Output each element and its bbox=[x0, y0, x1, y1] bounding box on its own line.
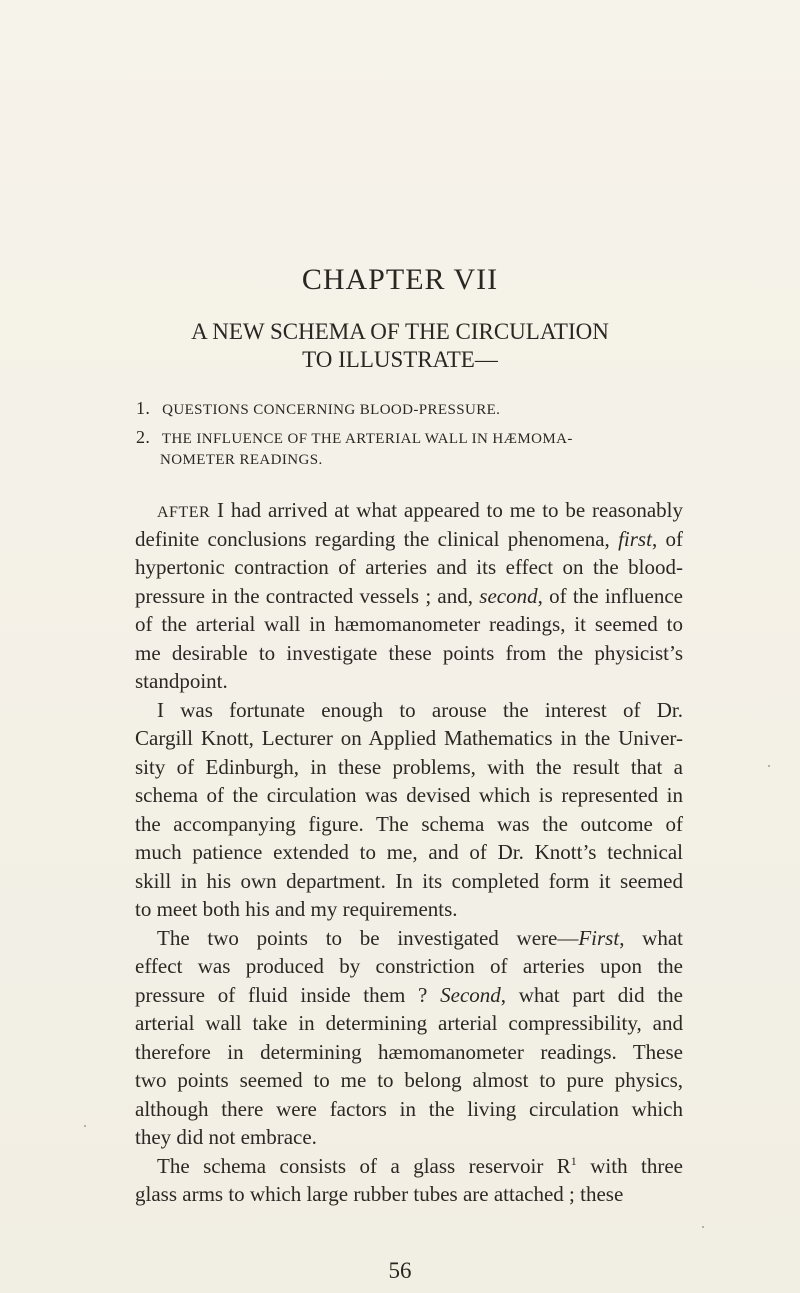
line-text: effect was produced by constriction of arteries upon the bbox=[135, 954, 683, 978]
text-line bbox=[135, 952, 683, 981]
topic-number: 2. bbox=[136, 427, 151, 447]
text-line bbox=[135, 610, 683, 639]
line-text: sity of Edinburgh, in these problems, with the result that a bbox=[135, 754, 683, 779]
italic-word: First bbox=[578, 925, 620, 950]
text-line bbox=[135, 1009, 683, 1038]
italic-word: Second bbox=[440, 982, 501, 1007]
text-line bbox=[135, 838, 683, 867]
line-text-after: with three bbox=[576, 1153, 683, 1178]
line-text: arterial wall take in determining arterial compressibility, and bbox=[135, 1011, 683, 1035]
text-line bbox=[135, 924, 683, 953]
topic-number: 1. bbox=[136, 398, 151, 418]
topic-item-2 bbox=[136, 427, 684, 448]
body-text bbox=[135, 496, 683, 1209]
line-text: glass arms to which large rubber tubes are attached ; these bbox=[135, 1182, 624, 1206]
text-line bbox=[135, 1095, 683, 1124]
text-line bbox=[135, 525, 683, 554]
line-text: definite conclusions regarding the clinical phenomena, bbox=[135, 526, 619, 551]
line-text: standpoint. bbox=[135, 669, 228, 693]
topic-text: THE INFLUENCE OF THE ARTERIAL WALL IN HÆMOMA- bbox=[161, 431, 573, 447]
lead-word: AFTER bbox=[157, 504, 211, 521]
text-line bbox=[135, 1123, 683, 1152]
line-text: pressure in the contracted vessels ; and, bbox=[135, 583, 480, 608]
topic-item-1 bbox=[136, 398, 684, 419]
line-text: I had arrived at what appeared to me to be reasonably bbox=[210, 498, 683, 522]
line-text: skill in his own department. In its completed form it seemed bbox=[135, 868, 683, 893]
text-line bbox=[135, 867, 683, 896]
line-text: schema of the circulation was devised which is represented in bbox=[135, 783, 683, 807]
italic-word: first bbox=[618, 526, 652, 551]
page-number: 56 bbox=[388, 1258, 412, 1283]
text-line bbox=[135, 1180, 683, 1209]
line-text: although there were factors in the living circulation which bbox=[135, 1096, 683, 1121]
paper-speck bbox=[768, 765, 770, 767]
topic-text: QUESTIONS CONCERNING BLOOD-PRESSURE. bbox=[162, 402, 501, 418]
paper-speck bbox=[702, 1226, 704, 1228]
topic-item-2-continuation: NOMETER READINGS. bbox=[160, 452, 323, 468]
line-text: I was fortunate enough to arouse the interest of Dr. bbox=[157, 697, 683, 722]
superscript: 1 bbox=[570, 1153, 577, 1168]
text-line bbox=[135, 1038, 683, 1067]
text-line bbox=[135, 781, 683, 810]
line-text: The schema consists of a glass reservoir R bbox=[157, 1153, 571, 1178]
text-line bbox=[135, 667, 683, 696]
line-text: pressure of fluid inside them ? bbox=[135, 982, 441, 1007]
text-line bbox=[135, 810, 683, 839]
italic-word: second bbox=[479, 583, 538, 608]
text-line bbox=[135, 753, 683, 782]
text-line bbox=[135, 553, 683, 582]
line-text-after: , of the influence bbox=[537, 583, 683, 608]
text-line bbox=[135, 1066, 683, 1095]
line-text-after: , what bbox=[619, 925, 683, 950]
line-text: hypertonic contraction of arteries and its effect on the blood- bbox=[135, 555, 683, 579]
text-line bbox=[135, 582, 683, 611]
line-text-after: , what part did the bbox=[500, 982, 683, 1007]
text-line bbox=[135, 981, 683, 1010]
line-text: they did not embrace. bbox=[135, 1125, 317, 1149]
line-text: Cargill Knott, Lecturer on Applied Mathematics in the Univer- bbox=[135, 726, 683, 750]
chapter-title-line-1: A NEW SCHEMA OF THE CIRCULATION bbox=[191, 319, 609, 344]
text-line bbox=[135, 496, 683, 525]
text-line bbox=[135, 696, 683, 725]
text-line bbox=[135, 895, 683, 924]
paper-speck bbox=[84, 1125, 86, 1127]
line-text: to meet both his and my requirements. bbox=[135, 897, 458, 921]
chapter-heading: CHAPTER VII bbox=[301, 263, 499, 296]
line-text: The two points to be investigated were— bbox=[157, 925, 579, 950]
line-text: the accompanying figure. The schema was the outcome of bbox=[135, 811, 683, 836]
text-line bbox=[135, 724, 683, 753]
text-line bbox=[135, 639, 683, 668]
chapter-title-line-2: TO ILLUSTRATE— bbox=[302, 347, 498, 372]
line-text: me desirable to investigate these points from the physicist’s bbox=[135, 640, 683, 665]
line-text: much patience extended to me, and of Dr. Knott’s technical bbox=[135, 840, 683, 864]
line-text: therefore in determining hæmomanometer readings. These bbox=[135, 1039, 683, 1064]
line-text: two points seemed to me to belong almost to pure physics, bbox=[135, 1068, 683, 1092]
text-line bbox=[135, 1152, 683, 1181]
line-text: of the arterial wall in hæmomanometer readings, it seemed to bbox=[135, 612, 683, 636]
line-text-after: , of bbox=[651, 526, 683, 551]
